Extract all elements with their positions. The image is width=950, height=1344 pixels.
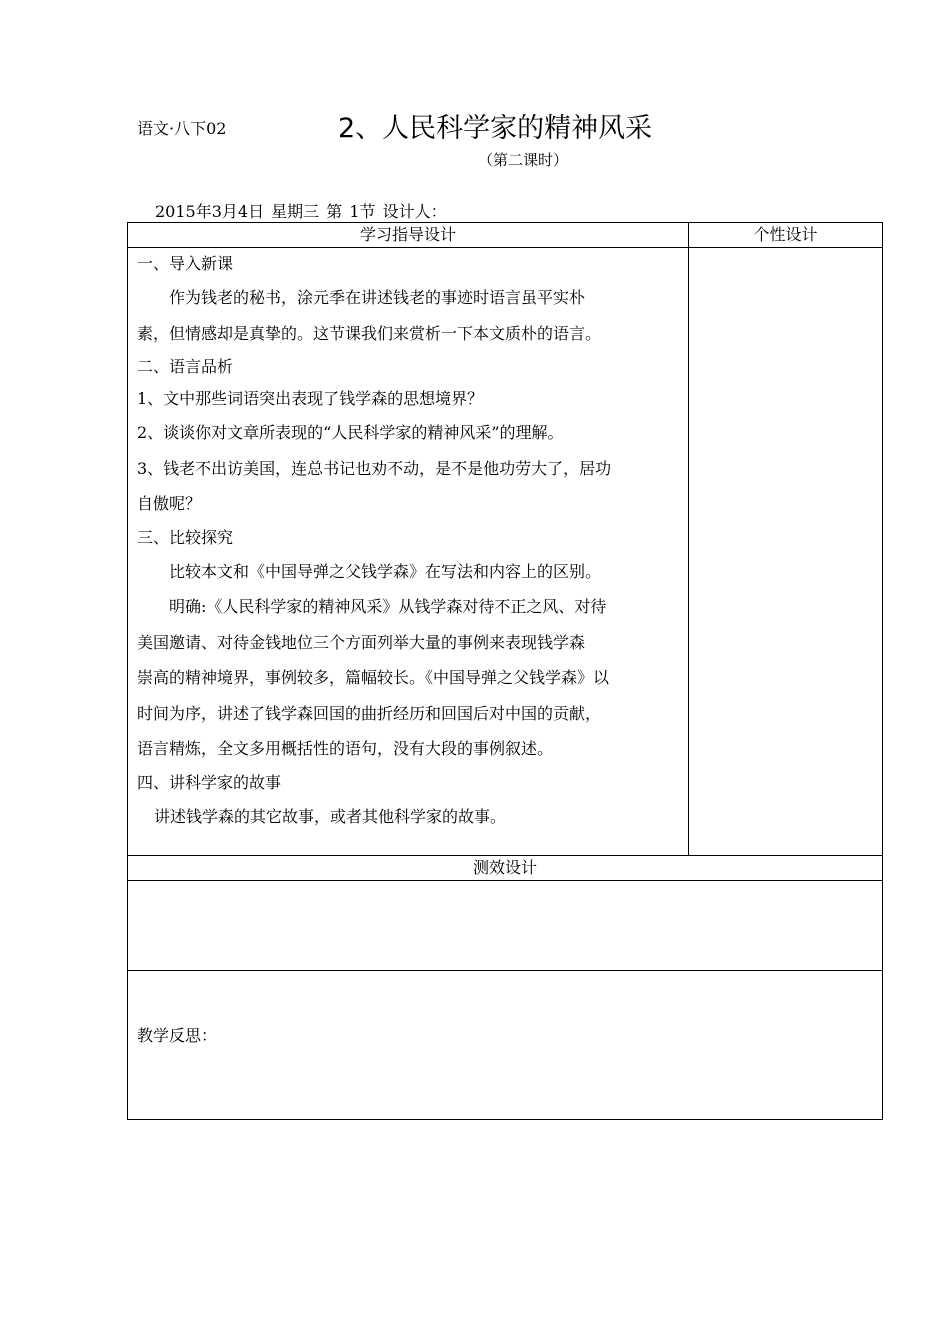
lesson-plan-table: [127, 222, 883, 1120]
question-line: 3、钱老不出访美国，连总书记也劝不动，是不是他功劳大了，居功: [137, 458, 612, 478]
course-code: 语文·八下02: [137, 119, 227, 138]
section-heading-stories: 四、讲科学家的故事: [137, 772, 282, 792]
question-line: 自傲呢？: [137, 494, 202, 513]
paragraph-line: 明确:《人民科学家的精神风采》从钱学森对待不正之风、对待: [169, 597, 607, 616]
section-heading-language: 二、语言品析: [137, 357, 234, 376]
date-line: 2015年3月4日 星期三 第 1节 设计人：: [155, 202, 447, 221]
teaching-reflection-cell: [128, 971, 883, 1120]
personal-design-header: 个性设计: [689, 223, 883, 248]
paragraph-line: 比较本文和《中国导弹之父钱学森》在写法和内容上的区别。: [169, 561, 602, 581]
paragraph-line: 语言精炼，全文多用概括性的语句，没有大段的事例叙述。: [137, 739, 554, 758]
personal-design-cell: [689, 248, 883, 856]
paragraph-line: 时间为序，讲述了钱学森回国的曲折经历和回国后对中国的贡献，: [137, 703, 602, 723]
study-guide-content: [128, 248, 689, 856]
paragraph-line: 崇高的精神境界，事例较多，篇幅较长。《中国导弹之父钱学森》以: [137, 668, 610, 687]
paragraph-line: 作为钱老的秘书，涂元季在讲述钱老的事迹时语言虽平实朴: [169, 288, 586, 307]
question-line: 1、文中那些词语突出表现了钱学森的思想境界？: [137, 389, 484, 408]
paragraph-line: 美国邀请、对待金钱地位三个方面列举大量的事例来表现钱学森: [137, 632, 586, 652]
section-heading-intro: 一、导入新课: [137, 254, 234, 273]
test-design-header: 测效设计: [128, 856, 883, 881]
study-guide-header: 学习指导设计: [128, 223, 689, 248]
lesson-title: 2、人民科学家的精神风采: [338, 113, 653, 144]
paragraph-line: 素，但情感却是真挚的。这节课我们来赏析一下本文质朴的语言。: [137, 323, 602, 343]
question-line: 2、谈谈你对文章所表现的“人民科学家的精神风采”的理解。: [137, 423, 564, 442]
test-design-cell: [128, 881, 883, 971]
lesson-subtitle: （第二课时）: [478, 151, 569, 169]
section-heading-compare: 三、比较探究: [137, 527, 234, 547]
paragraph-line: 讲述钱学森的其它故事，或者其他科学家的故事。: [154, 806, 507, 826]
reflection-label: 教学反思：: [137, 1026, 218, 1045]
